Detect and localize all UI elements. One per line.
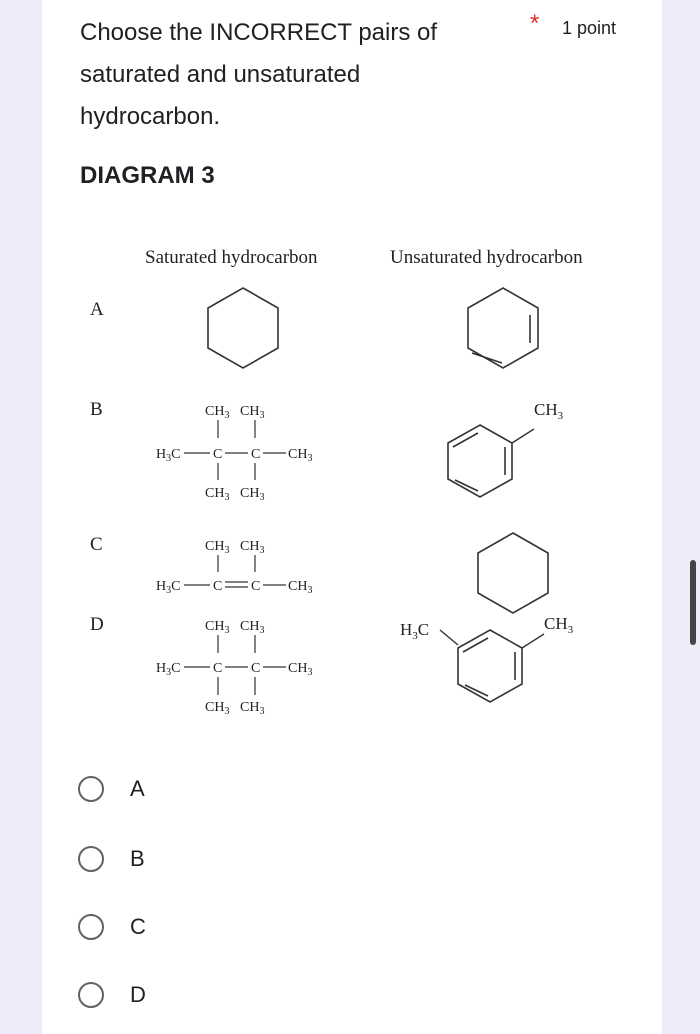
option-c-label: C: [130, 914, 146, 939]
svg-text:H3C: $H_3C$: [400, 620, 430, 642]
radio-b[interactable]: [78, 846, 104, 872]
svg-text:CH3: $CH_3$: [240, 539, 265, 556]
option-b[interactable]: [78, 842, 145, 876]
svg-text:CH3: $CH_3$: [205, 619, 230, 636]
radio-a[interactable]: [78, 776, 104, 802]
question-title: Choose the INCORRECT pairs of saturated and unsaturated hydrocarbon.: [80, 19, 438, 130]
points-label: 1 point: [562, 18, 617, 38]
cyclohexane-c: [478, 533, 548, 613]
alkene-c: [156, 539, 312, 596]
svg-text:C: C: [251, 661, 261, 676]
toluene-b: [448, 400, 564, 497]
row-label-a: A: [90, 299, 104, 320]
row-label-d: D: [90, 614, 104, 635]
svg-text:CH3: $CH_3$: [544, 614, 574, 636]
option-d[interactable]: [78, 978, 146, 1012]
required-marker: *: [530, 10, 540, 37]
svg-text:CH3: $CH_3$: [288, 447, 313, 464]
svg-text:C: C: [251, 579, 261, 594]
svg-text:CH3: $CH_3$: [240, 486, 265, 503]
col-unsaturated-header: Unsaturated hydrocarbon: [390, 247, 583, 268]
svg-text:C: C: [251, 447, 261, 462]
radio-d[interactable]: [78, 982, 104, 1008]
svg-text:CH3: $CH_3$: [205, 539, 230, 556]
svg-text:CH3: $CH_3$: [205, 404, 230, 421]
svg-text:CH3: $CH_3$: [205, 486, 230, 503]
scrollbar-thumb[interactable]: [690, 560, 696, 645]
alkane-d: [156, 619, 312, 717]
svg-text:CH3: $CH_3$: [288, 661, 313, 678]
option-a[interactable]: [78, 772, 145, 806]
option-c[interactable]: [78, 910, 146, 944]
option-b-label: B: [130, 846, 145, 871]
svg-text:CH3: $CH_3$: [534, 400, 564, 422]
alkane-b: [156, 404, 312, 503]
row-label-b: B: [90, 399, 103, 420]
svg-text:CH3: $CH_3$: [240, 404, 265, 421]
svg-text:C: C: [213, 579, 223, 594]
svg-text:C: C: [213, 661, 223, 676]
option-d-label: D: [130, 982, 146, 1007]
svg-text:H3C: $H_3C$: [156, 661, 181, 678]
svg-text:H3C: $H_3C$: [156, 447, 181, 464]
xylene-d: [400, 614, 574, 702]
svg-text:CH3: $CH_3$: [240, 700, 265, 717]
diagram-3-image: [60, 225, 640, 755]
svg-text:CH3: $CH_3$: [288, 579, 313, 596]
svg-text:CH3: $CH_3$: [205, 700, 230, 717]
row-label-c: C: [90, 534, 103, 555]
col-saturated-header: Saturated hydrocarbon: [145, 247, 318, 268]
radio-c[interactable]: [78, 914, 104, 940]
cyclohexene-a: [468, 288, 538, 368]
cyclohexane-a: [208, 288, 278, 368]
svg-text:H3C: $H_3C$: [156, 579, 181, 596]
svg-text:CH3: $CH_3$: [240, 619, 265, 636]
svg-text:C: C: [213, 447, 223, 462]
diagram-title: DIAGRAM 3: [80, 162, 215, 189]
option-a-label: A: [130, 776, 145, 801]
